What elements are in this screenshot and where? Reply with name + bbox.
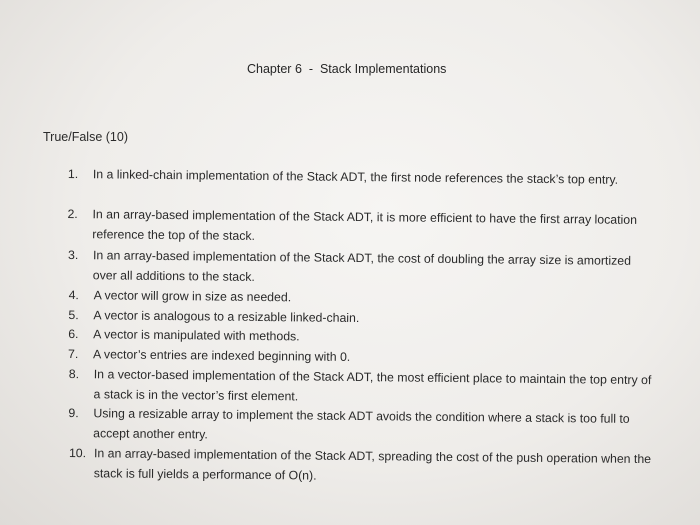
question-number: 9. [68, 405, 79, 421]
question-number: 7. [67, 346, 79, 362]
question-text: In an array-based implementation of the Stack ADT, the cost of doubling the array size is amortized over all additions to the stack. [92, 248, 632, 284]
question-text: In an array-based implementation of the Stack ADT, spreading the cost of the push operation when the stack is full yields a performance of O(n). [93, 446, 652, 483]
question-text: Using a resizable array to implement the stack ADT avoids the condition where a stack is too full to accept another entry. [93, 406, 630, 442]
question-number: 6. [68, 326, 79, 342]
question-text: In an array-based implementation of the Stack ADT, it is more efficient to have the first array location reference the top of the stack. [92, 207, 638, 243]
question-text: A vector is manipulated with methods. [93, 327, 300, 344]
section-heading: True/False (10) [43, 130, 128, 144]
question-text: In a linked-chain implementation of the Stack ADT, the first node references the stack’s top entry. [92, 167, 619, 187]
question-text: A vector is analogous to a resizable linked-chain. [93, 308, 360, 326]
question-number: 8. [68, 366, 80, 382]
question-number: 5. [68, 307, 79, 323]
question-text: In a vector-based implementation of the Stack ADT, the most efficient place to maintain the top entry of a stack is in the vector’s first element. [93, 367, 652, 404]
page-title: Chapter 6 - Stack Implementations [247, 62, 447, 76]
question-number: 4. [68, 287, 79, 303]
question-number: 1. [67, 166, 79, 182]
question-number: 3. [67, 247, 79, 263]
question-text: A vector’s entries are indexed beginning with 0. [92, 347, 351, 364]
question-text: A vector will grow in size as needed. [93, 288, 292, 305]
question-number: 10. [68, 446, 87, 461]
question-number: 2. [67, 206, 78, 222]
